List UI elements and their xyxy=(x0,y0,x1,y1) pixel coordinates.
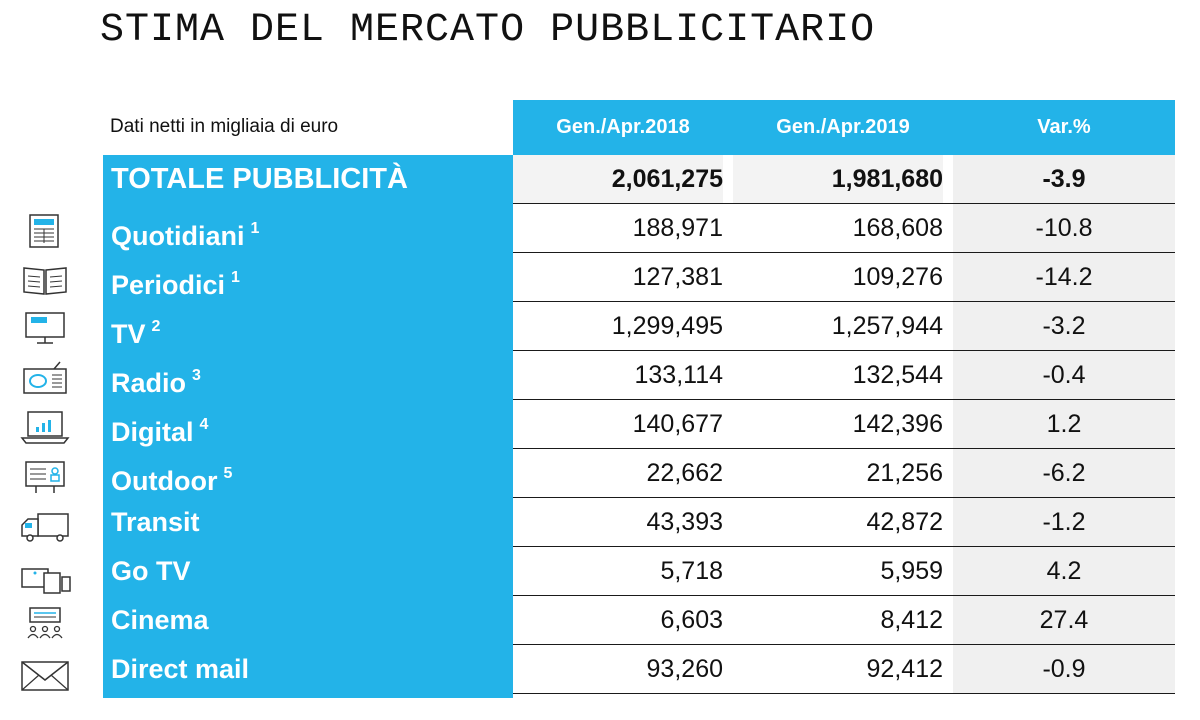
value-2018: 127,381 xyxy=(632,263,723,291)
row-label: Quotidiani $^1$ xyxy=(111,220,260,251)
value-2019: 142,396 xyxy=(852,410,943,438)
value-2018: 2,061,275 xyxy=(513,155,723,204)
row-label: Periodici $^1$ xyxy=(111,269,240,300)
header-var: Var.% xyxy=(1037,116,1091,138)
row-label: Transit xyxy=(111,507,200,537)
value-var: 1.2 xyxy=(953,400,1175,449)
row-label: Direct mail xyxy=(111,654,250,684)
value-2018: 188,971 xyxy=(632,214,723,242)
value-2018: 1,299,495 xyxy=(611,312,723,340)
value-var: -0.9 xyxy=(953,645,1175,694)
value-var: 27.4 xyxy=(953,596,1175,645)
table-row-transit xyxy=(103,498,1175,547)
table-header xyxy=(513,100,1175,155)
value-2018: 93,260 xyxy=(646,655,723,683)
value-var: -3.2 xyxy=(953,302,1175,351)
row-label: Go TV xyxy=(111,556,191,586)
radio-icon xyxy=(16,358,74,398)
row-label: TV $^2$ xyxy=(111,318,161,349)
value-2018: 140,677 xyxy=(632,410,723,438)
table-row-total xyxy=(103,155,1175,204)
table-row-periodici xyxy=(103,253,1175,302)
units-note: Dati netti in migliaia di euro xyxy=(110,116,339,137)
value-2019: 1,257,944 xyxy=(831,312,943,340)
table-row-radio xyxy=(103,351,1175,400)
truck-icon xyxy=(16,506,74,546)
value-2018: 133,114 xyxy=(634,361,723,389)
page-title: STIMA DEL MERCATO PUBBLICITARIO xyxy=(100,8,876,53)
row-label: Radio $^3$ xyxy=(111,367,201,398)
row-divider xyxy=(513,693,1175,694)
value-2019: 5,959 xyxy=(880,557,943,585)
devices-icon xyxy=(16,555,74,595)
row-label: TOTALE PUBBLICITÀ xyxy=(111,163,408,195)
value-2019: 42,872 xyxy=(866,508,943,536)
value-2018: 43,393 xyxy=(646,508,723,536)
row-label: Cinema xyxy=(111,605,209,635)
value-2018: 6,603 xyxy=(660,606,723,634)
table-row-tv xyxy=(103,302,1175,351)
table-row-quotidiani xyxy=(103,204,1175,253)
header-2019: Gen./Apr.2019 xyxy=(776,116,910,138)
value-2019: 8,412 xyxy=(880,606,943,634)
value-var: -3.9 xyxy=(953,155,1175,204)
cinema-icon xyxy=(16,604,74,644)
envelope-icon xyxy=(16,654,74,694)
value-2019: 92,412 xyxy=(866,655,943,683)
laptop-icon xyxy=(16,407,74,447)
value-var: -6.2 xyxy=(953,449,1175,498)
value-var: 4.2 xyxy=(953,547,1175,596)
value-2019: 168,608 xyxy=(852,214,943,242)
open-magazine-icon xyxy=(16,260,74,300)
value-2019: 21,256 xyxy=(866,459,943,487)
value-var: -0.4 xyxy=(953,351,1175,400)
table-row-cinema xyxy=(103,596,1175,645)
value-2018: 5,718 xyxy=(660,557,723,585)
value-2019: 132,544 xyxy=(852,361,943,389)
table-row-go-tv xyxy=(103,547,1175,596)
table-row-direct-mail xyxy=(103,645,1175,694)
row-label: Outdoor $^5$ xyxy=(111,465,233,496)
header-2018: Gen./Apr.2018 xyxy=(556,116,690,138)
tv-icon xyxy=(16,308,74,348)
row-label: Digital $^4$ xyxy=(111,416,209,447)
newspaper-icon xyxy=(16,211,74,251)
value-2019: 109,276 xyxy=(852,263,943,291)
table-row-digital xyxy=(103,400,1175,449)
value-var: -10.8 xyxy=(953,204,1175,253)
value-2018: 22,662 xyxy=(646,459,723,487)
value-var: -14.2 xyxy=(953,253,1175,302)
value-var: -1.2 xyxy=(953,498,1175,547)
table-row-outdoor xyxy=(103,449,1175,498)
billboard-icon xyxy=(16,456,74,496)
value-2019: 1,981,680 xyxy=(733,155,943,204)
